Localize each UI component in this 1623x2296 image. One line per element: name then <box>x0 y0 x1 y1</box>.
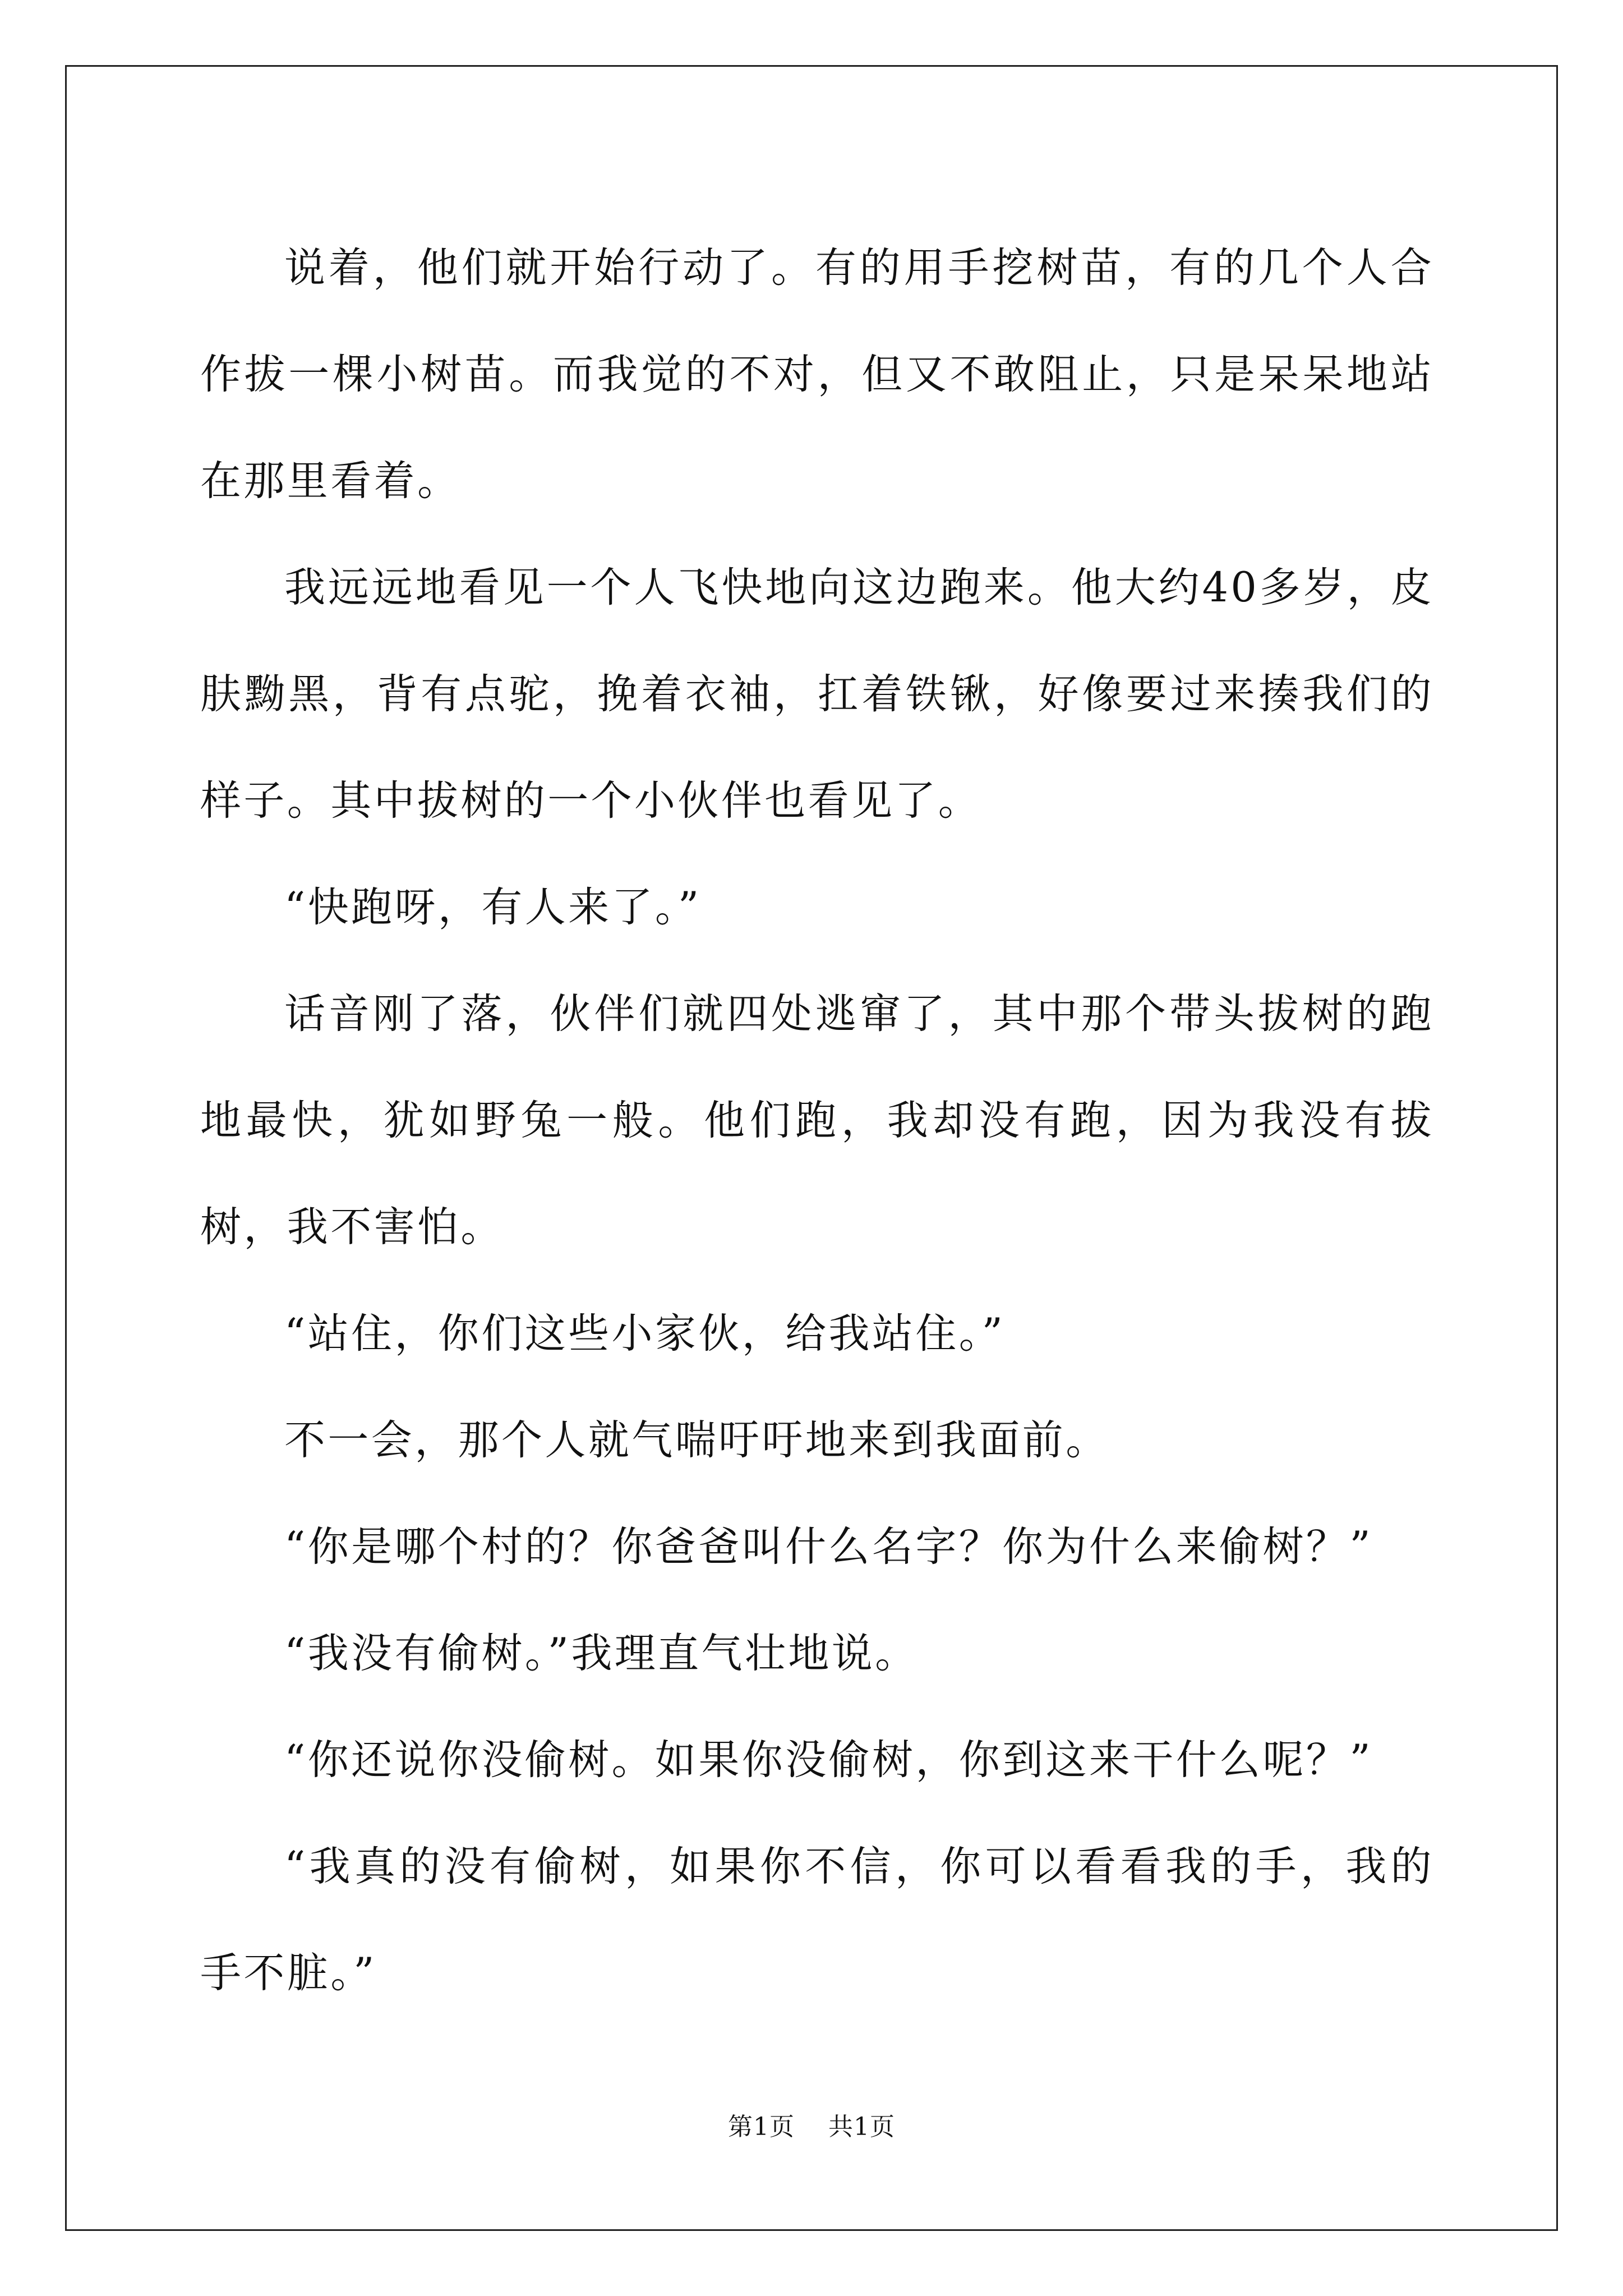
document-body <box>200 215 1434 2027</box>
paragraph: 话音刚了落，伙伴们就四处逃窜了，其中那个带头拔树的跑地最快，犹如野兔一般。他们跑，我却没有跑，因为我没有拔树，我不害怕。 <box>200 990 1434 1251</box>
paragraph: “站住，你们这些小家伙，给我站住。” <box>284 1310 1006 1358</box>
paragraph: “我真的没有偷树，如果你不信，你可以看看我的手，我的手不脏。” <box>200 1843 1434 1997</box>
paragraph: “我没有偷树。”我理直气壮地说。 <box>284 1630 919 1677</box>
paragraph: “你还说你没偷树。如果你没偷树，你到这来干什么呢？” <box>284 1736 1373 1784</box>
paragraph: 说着，他们就开始行动了。有的用手挖树苗，有的几个人合作拔一棵小树苗。而我觉的不对，但又不敢阻止，只是呆呆地站在那里看着。 <box>200 244 1434 505</box>
paragraph: 我远远地看见一个人飞快地向这边跑来。他大约40多岁，皮肤黝黑，背有点驼，挽着衣袖，扛着铁锹，好像要过来揍我们的样子。其中拔树的一个小伙伴也看见了。 <box>200 564 1434 825</box>
paragraph: “快跑呀，有人来了。” <box>284 884 702 931</box>
page-total: 共1页 <box>828 2113 895 2141</box>
paragraph: “你是哪个村的？你爸爸叫什么名字？你为什么来偷树？” <box>284 1523 1373 1571</box>
page-footer <box>0 2106 1623 2142</box>
page-number: 第1页 <box>728 2113 795 2141</box>
paragraph: 不一会，那个人就气喘吁吁地来到我面前。 <box>284 1416 1109 1464</box>
